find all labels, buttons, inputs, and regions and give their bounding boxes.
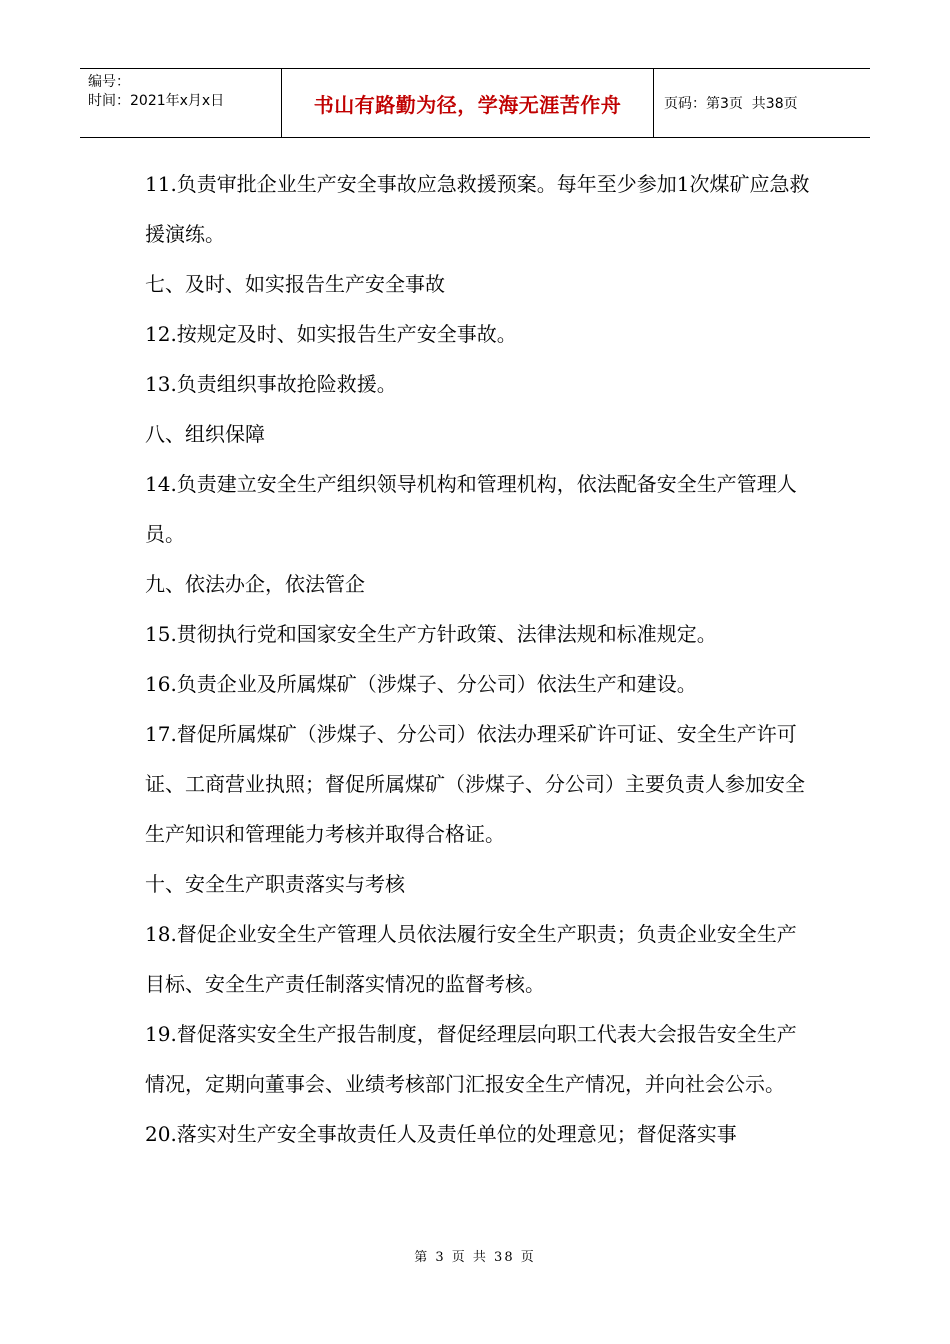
page-footer: 第 3 页 共 38 页 bbox=[414, 1250, 536, 1265]
paragraph: 20.落实对生产安全事故责任人及责任单位的处理意见；督促落实事 bbox=[145, 1122, 737, 1146]
paragraph: 16.负责企业及所属煤矿（涉煤子、分公司）依法生产和建设。 bbox=[145, 672, 697, 696]
header-page-info bbox=[654, 69, 870, 137]
document-number-label: 编号： bbox=[88, 74, 130, 90]
header-motto: 书山有路勤为径，学海无涯苦作舟 bbox=[282, 69, 654, 137]
paragraph: 15.贯彻执行党和国家安全生产方针政策、法律法规和标准规定。 bbox=[145, 622, 717, 646]
paragraph: 17.督促所属煤矿（涉煤子、分公司）依法办理采矿许可证、安全生产许可证、工商营业执照；督促所属煤矿（涉煤子、分公司）主要负责人参加安全生产知识和管理能力考核并取得合格证。 bbox=[145, 722, 805, 846]
section-heading: 七、及时、如实报告生产安全事故 bbox=[145, 272, 445, 296]
paragraph: 18.督促企业安全生产管理人员依法履行安全生产职责；负责企业安全生产目标、安全生产责任制落实情况的监督考核。 bbox=[145, 922, 797, 996]
document-body bbox=[145, 159, 810, 1159]
section-heading: 十、安全生产职责落实与考核 bbox=[145, 872, 405, 896]
section-heading: 九、依法办企，依法管企 bbox=[145, 572, 365, 596]
header-page-number: 页码：第3页 共38页 bbox=[664, 96, 798, 112]
section-heading: 八、组织保障 bbox=[145, 422, 265, 446]
paragraph: 19.督促落实安全生产报告制度，督促经理层向职工代表大会报告安全生产情况，定期向董事会、业绩考核部门汇报安全生产情况，并向社会公示。 bbox=[145, 1022, 797, 1096]
header-meta bbox=[80, 69, 282, 137]
document-date: 时间：2021年x月x日 bbox=[88, 93, 225, 109]
paragraph: 11.负责审批企业生产安全事故应急救援预案。每年至少参加1次煤矿应急救援演练。 bbox=[145, 172, 810, 246]
page-header bbox=[80, 68, 870, 138]
paragraph: 13.负责组织事故抢险救援。 bbox=[145, 372, 397, 396]
paragraph: 14.负责建立安全生产组织领导机构和管理机构，依法配备安全生产管理人员。 bbox=[145, 472, 797, 546]
paragraph: 12.按规定及时、如实报告生产安全事故。 bbox=[145, 322, 517, 346]
